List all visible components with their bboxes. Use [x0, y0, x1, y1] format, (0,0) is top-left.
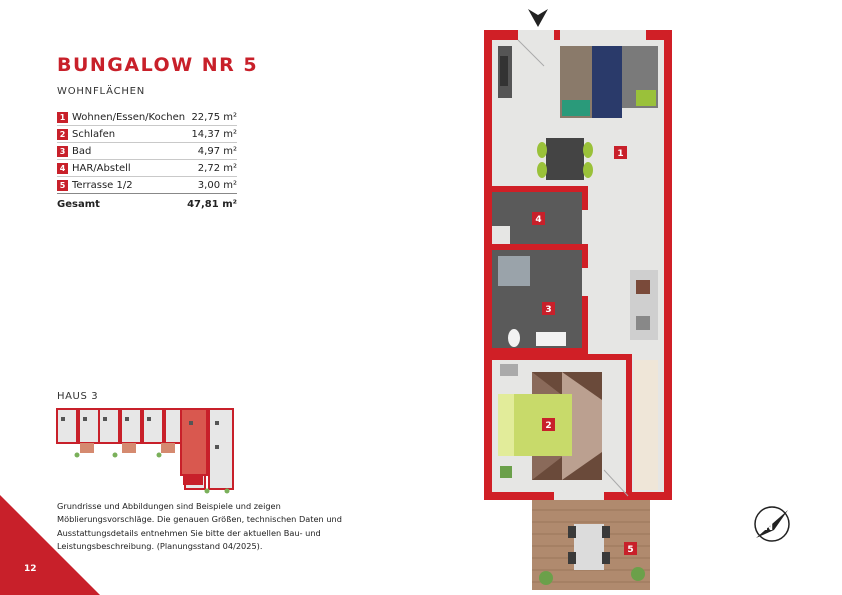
terrace-table [568, 524, 610, 570]
room-number-3: 3 [545, 305, 552, 315]
area-table [57, 109, 237, 212]
section-subtitle: WOHNFLÄCHEN [57, 86, 146, 97]
area-row [57, 177, 237, 194]
total-label: Gesamt [57, 198, 100, 210]
room-number-1: 1 [617, 149, 624, 159]
room-badge: 3 [57, 146, 68, 157]
page-number: 12 [24, 564, 37, 574]
area-row [57, 109, 237, 126]
room-area: 22,75 m² [191, 111, 237, 123]
svg-text:N: N [764, 520, 774, 533]
area-row [57, 143, 237, 160]
room-area: 3,00 m² [197, 179, 237, 191]
room-area: 2,72 m² [197, 162, 237, 174]
total-row [57, 196, 237, 212]
page-corner-triangle [0, 495, 100, 595]
area-row [57, 160, 237, 177]
room-number-4: 4 [535, 215, 542, 225]
room-name: Wohnen/Essen/Kochen [72, 111, 186, 123]
room-name: HAR/Abstell [72, 162, 131, 174]
room-badge: 2 [57, 129, 68, 140]
room-badge: 4 [57, 163, 68, 174]
room-area: 14,37 m² [191, 128, 237, 140]
haus-label: HAUS 3 [57, 391, 99, 402]
site-plan-thumbnail [55, 405, 237, 497]
room-name: Schlafen [72, 128, 116, 140]
floor-plan [470, 0, 685, 595]
room-badge: 1 [57, 112, 68, 123]
room-number-2: 2 [545, 421, 552, 431]
area-row [57, 126, 237, 143]
room-name: Bad [72, 145, 92, 157]
page-title: BUNGALOW NR 5 [57, 54, 259, 76]
disclaimer-note: Grundrisse und Abbildungen sind Beispiele und zeigen Möblierungsvorschläge. Die genauen Größen, technischen Daten und Ausstattungsdetails entnehmen Sie bitte der aktuellen Bau- und Leistungsbeschreibung. (Planungsstand 04/2025). [57, 501, 342, 551]
compass-north-icon [752, 504, 792, 544]
dining-table [546, 138, 584, 180]
room-area: 4,97 m² [197, 145, 237, 157]
room-badge: 5 [57, 180, 68, 191]
total-area: 47,81 m² [187, 198, 237, 210]
room-number-5: 5 [627, 545, 634, 555]
room-name: Terrasse 1/2 [72, 179, 133, 191]
